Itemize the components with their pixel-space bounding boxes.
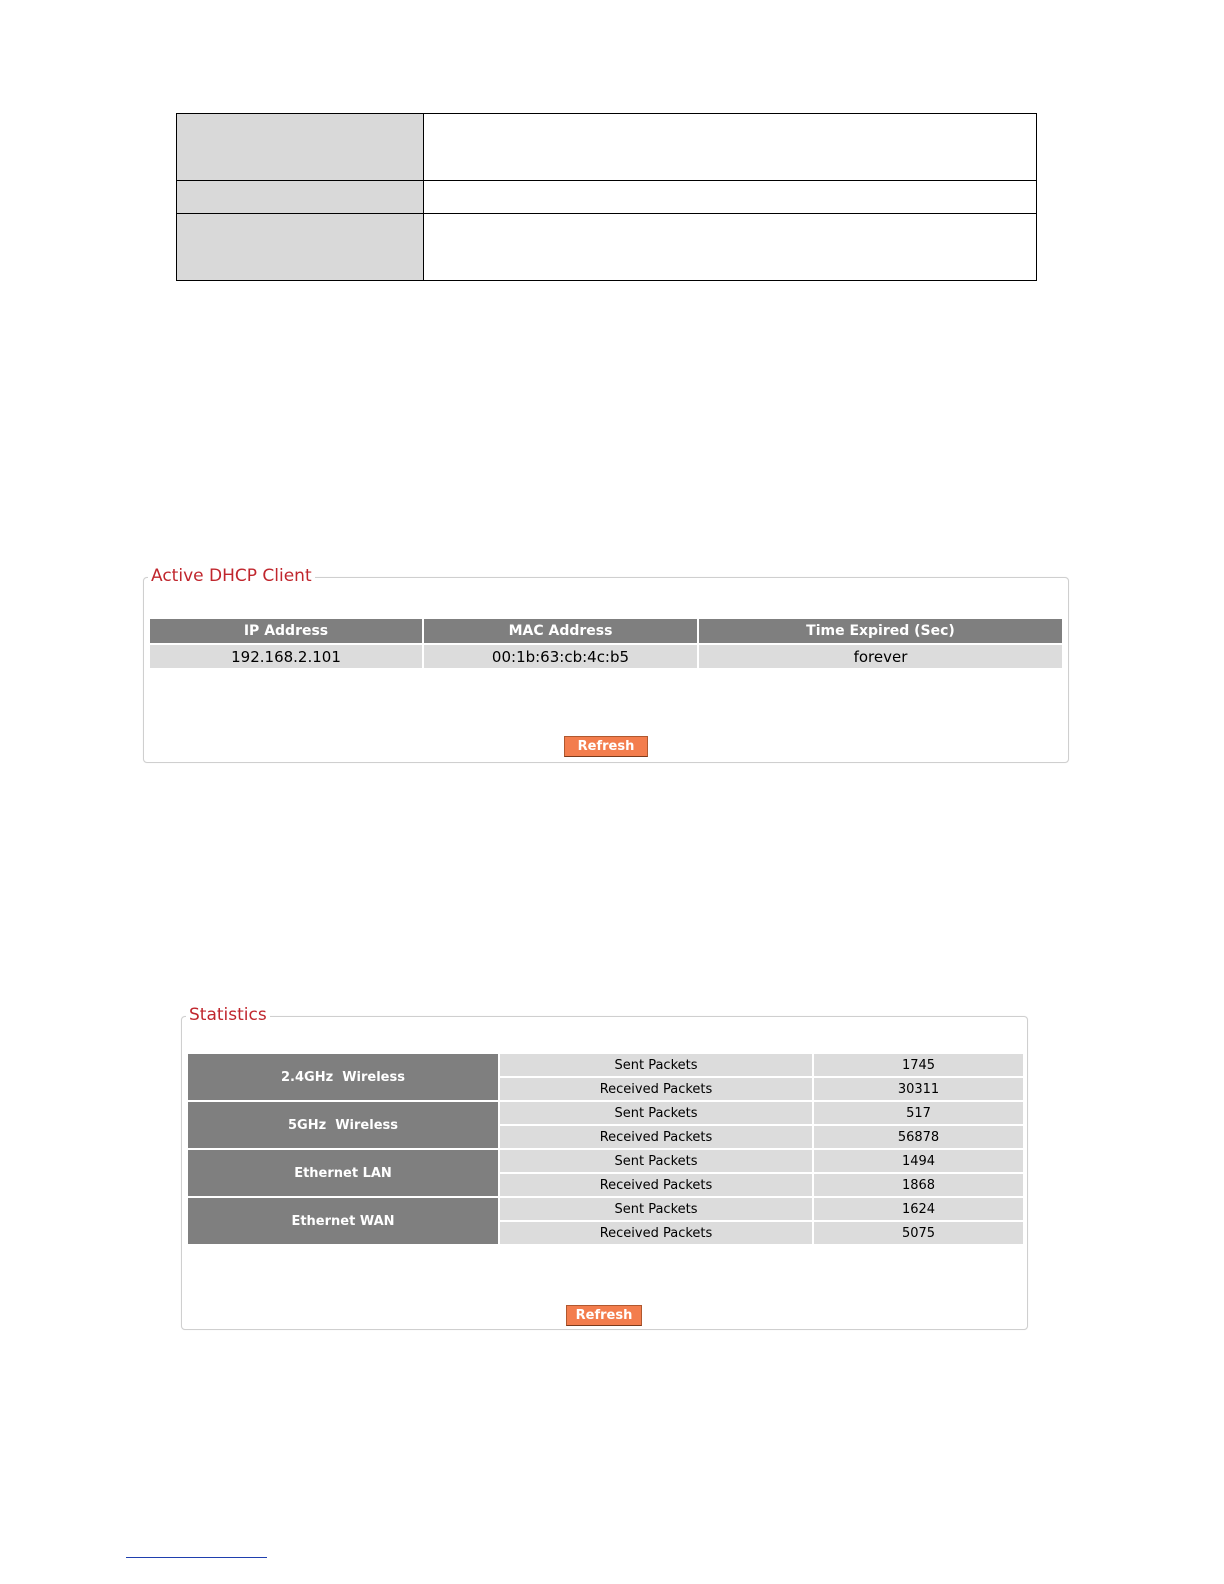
metric-value: 1624 <box>814 1198 1023 1220</box>
spec-value-cell <box>424 181 1037 214</box>
dhcp-client-table <box>148 617 1064 670</box>
metric-label: Received Packets <box>500 1222 812 1244</box>
statistics-table <box>186 1052 1025 1246</box>
table-row <box>188 1102 1023 1124</box>
refresh-button[interactable]: Refresh <box>564 736 648 757</box>
table-row <box>188 1150 1023 1172</box>
time-expired-cell: forever <box>699 645 1062 668</box>
spec-label-cell <box>177 214 424 281</box>
metric-value: 1745 <box>814 1054 1023 1076</box>
table-row <box>188 1054 1023 1076</box>
metric-label: Received Packets <box>500 1174 812 1196</box>
panel-title: Statistics <box>186 1003 270 1027</box>
dhcp-client-panel <box>143 566 1069 763</box>
metric-label: Sent Packets <box>500 1150 812 1172</box>
table-header-row <box>150 619 1062 643</box>
interface-label: Ethernet WAN <box>188 1198 498 1244</box>
column-header-time-expired: Time Expired (Sec) <box>699 619 1062 643</box>
metric-value: 56878 <box>814 1126 1023 1148</box>
metric-value: 1494 <box>814 1150 1023 1172</box>
statistics-panel <box>181 1005 1028 1330</box>
spec-row <box>177 214 1037 281</box>
spec-value-cell <box>424 214 1037 281</box>
panel-title: Active DHCP Client <box>148 564 315 588</box>
spec-row <box>177 181 1037 214</box>
spec-table <box>176 113 1037 281</box>
metric-label: Sent Packets <box>500 1102 812 1124</box>
metric-value: 5075 <box>814 1222 1023 1244</box>
metric-value: 1868 <box>814 1174 1023 1196</box>
spec-label-cell <box>177 181 424 214</box>
metric-label: Sent Packets <box>500 1198 812 1220</box>
metric-value: 517 <box>814 1102 1023 1124</box>
metric-label: Received Packets <box>500 1126 812 1148</box>
mac-address-cell: 00:1b:63:cb:4c:b5 <box>424 645 697 668</box>
interface-label: 5GHz Wireless <box>188 1102 498 1148</box>
metric-label: Received Packets <box>500 1078 812 1100</box>
column-header-mac: MAC Address <box>424 619 697 643</box>
spec-label-cell <box>177 114 424 181</box>
interface-label: 2.4GHz Wireless <box>188 1054 498 1100</box>
interface-label: Ethernet LAN <box>188 1150 498 1196</box>
table-row <box>150 645 1062 668</box>
metric-value: 30311 <box>814 1078 1023 1100</box>
spec-row <box>177 114 1037 181</box>
refresh-button[interactable]: Refresh <box>566 1305 642 1326</box>
footer-link[interactable] <box>126 1557 267 1558</box>
metric-label: Sent Packets <box>500 1054 812 1076</box>
table-row <box>188 1198 1023 1220</box>
spec-value-cell <box>424 114 1037 181</box>
column-header-ip: IP Address <box>150 619 422 643</box>
ip-address-cell: 192.168.2.101 <box>150 645 422 668</box>
